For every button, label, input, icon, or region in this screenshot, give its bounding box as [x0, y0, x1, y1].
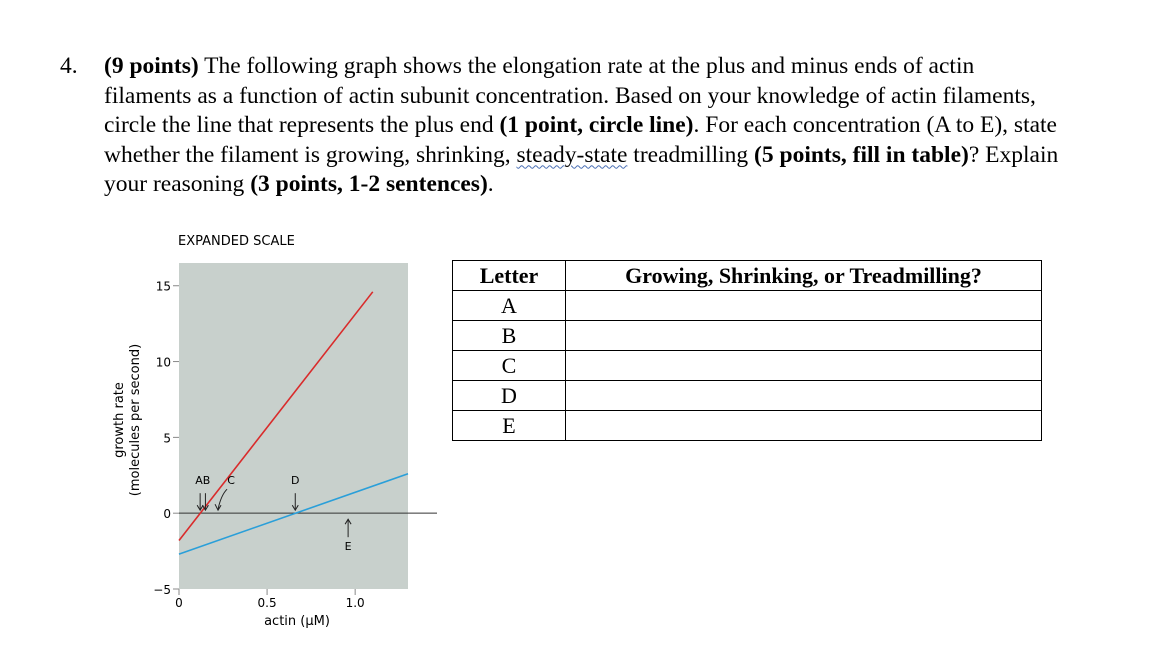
table-row — [453, 411, 1042, 441]
row-answer-cell[interactable] — [566, 321, 1042, 351]
question-text-part: The following graph shows the elongation rate at the plus and minus ends of actin filaments as a function of actin subunit concentration. Based on your knowledge of actin filaments, circle the line that represents the plus end — [104, 53, 1036, 138]
question-points: (9 points) — [104, 53, 199, 79]
row-answer-cell[interactable] — [566, 351, 1042, 381]
row-letter: E — [453, 411, 566, 441]
question-text-part: ? Explain your reasoning — [104, 141, 1059, 197]
table-row — [453, 351, 1042, 381]
row-answer-cell[interactable] — [566, 291, 1042, 321]
question-bold-part: (5 points, fill in table) — [754, 141, 969, 168]
question-bold-part: (1 point, circle line) — [499, 112, 694, 138]
question-text-part: treadmilling — [627, 141, 755, 168]
x-tick-label: 0 — [175, 596, 183, 610]
y-axis-label: growth rate — [112, 382, 127, 458]
growth-rate-chart — [0, 0, 460, 658]
marker-label-C: C — [227, 474, 235, 488]
y-tick-label: 5 — [163, 431, 171, 446]
x-tick-label: 0.5 — [257, 596, 277, 610]
question-text-part: . For each concentration (A to E), state whether the filament is growing, shrinking, — [104, 112, 1057, 168]
chart-title: EXPANDED SCALE — [178, 234, 295, 249]
marker-label-AB: AB — [195, 474, 211, 488]
x-axis-label: actin (μM) — [264, 614, 330, 629]
header-status: Growing, Shrinking, or Treadmilling? — [566, 261, 1042, 291]
question-text-part: . — [487, 171, 494, 197]
table-row — [453, 381, 1042, 411]
table-row — [453, 321, 1042, 351]
row-answer-cell[interactable] — [566, 381, 1042, 411]
row-letter: B — [453, 321, 566, 351]
answer-table — [452, 260, 1042, 441]
row-letter: C — [453, 351, 566, 381]
row-answer-cell[interactable] — [566, 411, 1042, 441]
y-tick-label: 10 — [155, 355, 171, 370]
header-letter: Letter — [453, 261, 566, 291]
question-bold-part: (3 points, 1-2 sentences) — [250, 171, 488, 197]
plot-background — [179, 263, 408, 589]
y-tick-label: −5 — [153, 583, 171, 597]
y-axis-label-units: (molecules per second) — [128, 343, 143, 497]
question-number: 4. — [60, 53, 78, 79]
marker-label-D: D — [291, 474, 300, 488]
y-tick-label: 15 — [155, 279, 171, 294]
table-row — [453, 291, 1042, 321]
table-header-row — [453, 261, 1042, 291]
marker-label-E: E — [344, 540, 352, 554]
x-tick-label: 1.0 — [345, 596, 365, 610]
row-letter: A — [453, 291, 566, 321]
y-tick-label: 0 — [163, 507, 171, 522]
spellcheck-underlined-word: steady-state — [516, 141, 628, 168]
row-letter: D — [453, 381, 566, 411]
